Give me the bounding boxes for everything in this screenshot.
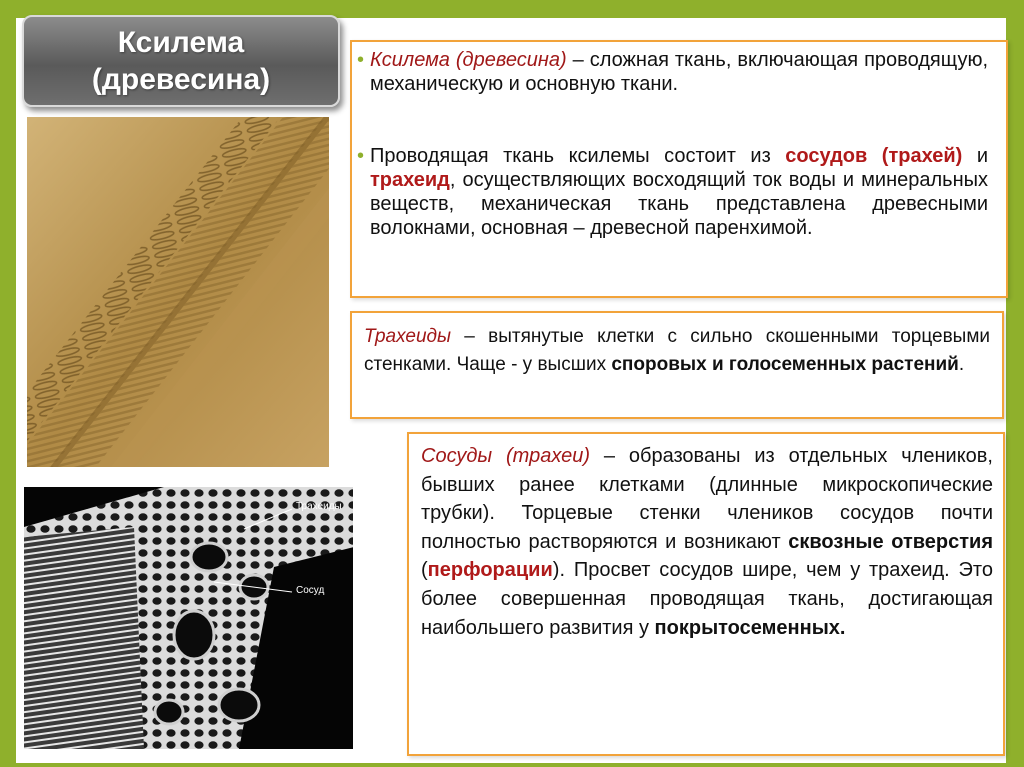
xylem-vessel-micrograph (27, 117, 329, 467)
title-line-1: Ксилема (117, 26, 245, 59)
bullet1-text: – сложная ткань, включающая проводящую, механическую и основную ткани. (370, 49, 989, 95)
vessels-paragraph (421, 442, 993, 642)
angiosperms-bold: покрытосеменных. (654, 616, 846, 639)
bullet2-text-3: , осуществляющих восходящий ток воды и минеральных веществ, механическая ткань представлена древесными волокнами, основная – древесной паренхимой. (370, 169, 988, 239)
vessels-text-3: ). Просвет сосудов шире, чем у трахеид. Это более совершенная проводящая ткань, достигающая наибольшего развития у (421, 559, 993, 639)
sem-illustration (24, 487, 353, 749)
term-perforations: перфорации (427, 559, 553, 582)
xylem-definition-box (350, 40, 1008, 298)
term-vessels: сосудов (трахей) (785, 145, 963, 167)
wood-cross-section-sem (24, 487, 353, 749)
term-tracheids: трахеид (370, 169, 450, 191)
term-tracheids-def: Трахеиды (364, 326, 452, 347)
vessels-text-1: – образованы из отдельных члеников, бывших ранее клетками (длинные микроскопические трубки). Торцевые стенки члеников сосудов почти полностью растворяются и возникают (421, 445, 993, 553)
tracheids-box (350, 311, 1004, 419)
vessels-box (407, 432, 1005, 756)
term-vessels-def: Сосуды (трахеи) (421, 445, 591, 467)
bullet-dot: • (357, 49, 365, 71)
tracheids-text-1: – вытянутые клетки с сильно скошенными торцевыми стенками. Чаще - у высших (364, 326, 990, 375)
slide-title (22, 15, 340, 107)
bullet-dot: • (357, 145, 365, 167)
label-tracheids: Трахеиды (296, 501, 342, 512)
term-xylem: Ксилема (древесина) (370, 49, 567, 71)
bullet2-text-1: Проводящая ткань ксилемы состоит из (370, 145, 786, 167)
bullet-xylem-definition (357, 48, 989, 96)
tracheids-text-2: . (958, 354, 965, 375)
title-line-2: (древесина) (91, 63, 271, 96)
tracheids-plants-bold: споровых и голосеменных растений (611, 354, 959, 375)
through-holes-bold: сквозные отверстия (788, 530, 993, 553)
tracheids-paragraph (364, 323, 990, 379)
micrograph-illustration (27, 117, 329, 467)
bullet-conducting-tissue (357, 144, 988, 240)
label-vessel: Сосуд (296, 585, 325, 596)
vessels-text-2: ( (421, 559, 428, 582)
bullet2-text-2: и (962, 145, 988, 167)
